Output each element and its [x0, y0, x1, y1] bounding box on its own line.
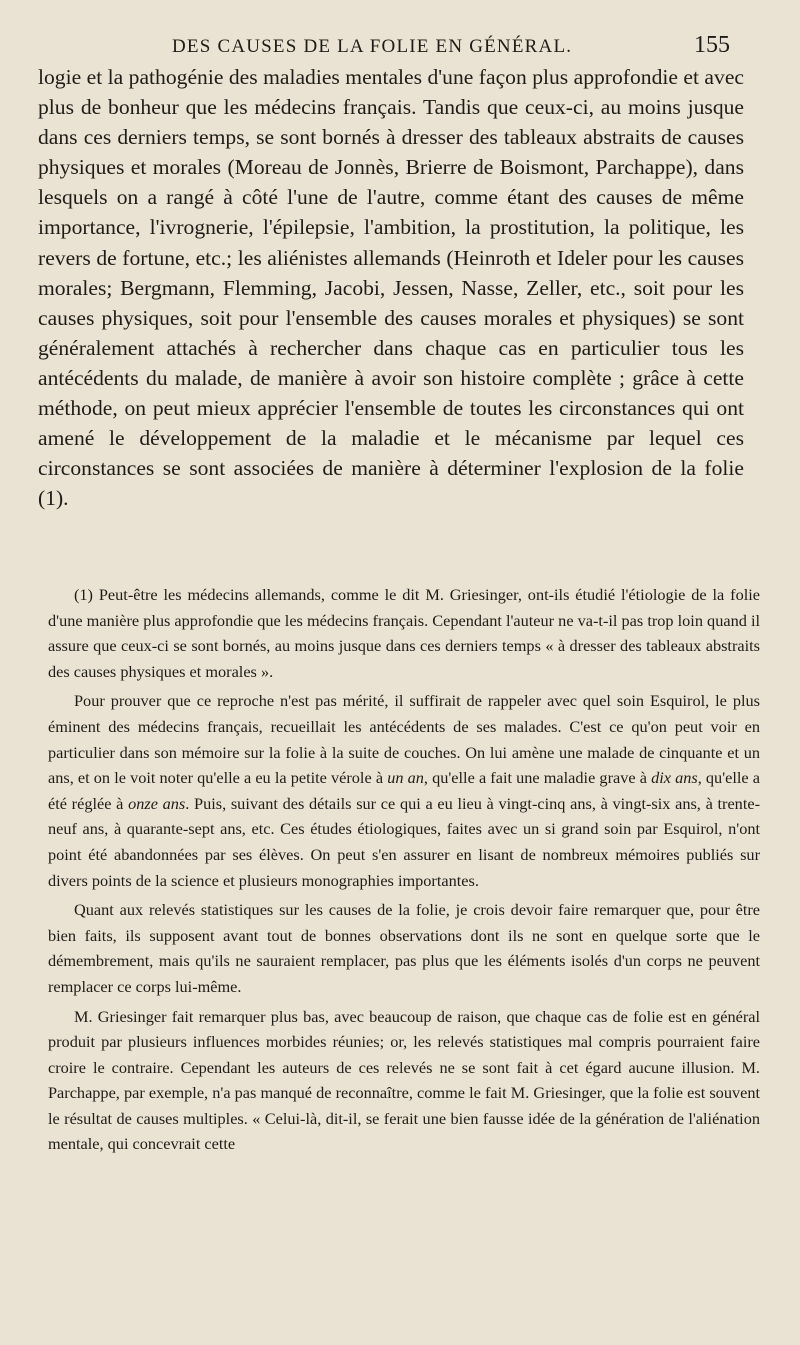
footnote-2-text-b: , qu'elle a fait une maladie grave à: [423, 768, 652, 788]
footnote-2-italic-1: un an: [387, 768, 424, 788]
footnote-paragraph-1: (1) Peut-être les médecins allemands, comme le dit M. Griesinger, ont-ils étudié l'étiologie de la folie d'une manière plus approfondie que les médecins français. Cependant l'auteur ne va-t-il pas trop loin quand il assure que ceux-ci se sont bornés, au moins jusque dans ces derniers temps « à dresser des tableaux abstraits des causes physiques et morales ».: [48, 585, 760, 681]
footnote-2-text-d: . Puis, suivant des détails sur ce qui a eu lieu à vingt-cinq ans, à vingt-six ans, à trente-neuf ans, à quarante-sept ans, etc. Ces études étiologiques, faites avec un si grand soin par Esquirol, n'ont point été abandonnées par ses élèves. On peut s'en assurer en lisant de nombreux mémoires publiés sur divers points de la science et plusieurs monographies importantes.: [48, 793, 760, 890]
footnote-block: [48, 582, 760, 1161]
page-number: 155: [694, 32, 730, 58]
footnote-2-italic-3: onze ans: [128, 793, 186, 813]
main-paragraph: logie et la pathogénie des maladies mentales d'une façon plus approfondie et avec plus de bonheur que les médecins français. Tandis que ceux-ci, au moins jusque dans ces derniers temps, se sont bornés à dresser des tableaux abstraits de causes physiques et morales (Moreau de Jonnès, Brierre de Boismont, Parchappe), dans lesquels on a rangé à côté l'une de l'autre, comme étant des causes de même importance, l'ivrognerie, l'épilepsie, l'ambition, la prostitution, la politique, les revers de fortune, etc.; les aliénistes allemands (Heinroth et Ideler pour les causes morales; Bergmann, Flemming, Jacobi, Jessen, Nasse, Zeller, etc., soit pour les causes physiques, soit pour l'ensemble des causes morales et physiques) se sont généralement attachés à rechercher dans chaque cas en particulier tous les antécédents du malade, de manière à avoir son histoire complète ; grâce à cette méthode, on peut mieux apprécier l'ensemble de toutes les circonstances qui ont amené le développement de la maladie et le mécanisme par lequel ces circonstances se sont associées de manière à déterminer l'explosion de la folie (1).: [38, 65, 744, 511]
footnote-paragraph-4: M. Griesinger fait remarquer plus bas, avec beaucoup de raison, que chaque cas de folie est en général produit par plusieurs influences morbides réunies; or, les relevés statistiques mal compris pourraient faire croire le contraire. Cependant les auteurs de ces relevés ne se sont fait à cet égard aucune illusion. M. Parchappe, par exemple, n'a pas manqué de reconnaître, comme le fait M. Griesinger, que la folie est souvent le résultat de causes multiples. « Celui-là, dit-il, se ferait une bien fausse idée de la génération de l'aliénation mentale, qui concevrait cette: [48, 1006, 760, 1154]
footnote-2-text-a: Pour prouver que ce reproche n'est pas mérité, il suffirait de rappeler avec quel soin Esquirol, le plus éminent des médecins français, recueillait les antécédents de ses malades. C'est ce qu'on peut voir en particulier dans son mémoire sur la folie à la suite de couches. On lui amène une malade de cinquante et un ans, et on le voit noter qu'elle a eu la petite vérole à: [48, 691, 760, 788]
footnote-paragraph-2: [48, 688, 760, 893]
footnote-2-italic-2: dix ans: [651, 768, 698, 788]
footnote-2-text-c: , qu'elle a été réglée à: [48, 768, 760, 813]
page-header: [40, 32, 730, 60]
running-title: DES CAUSES DE LA FOLIE EN GÉNÉRAL.: [172, 36, 573, 57]
footnote-paragraph-3: Quant aux relevés statistiques sur les causes de la folie, je crois devoir faire remarquer que, pour être bien faits, ils supposent avant tout de bonnes observations dont ils ne sont en quelque sorte que le démembrement, mais qu'ils ne sauraient remplacer, pas plus que les éléments isolés d'un corps ne peuvent remplacer ce corps lui-même.: [48, 900, 760, 996]
